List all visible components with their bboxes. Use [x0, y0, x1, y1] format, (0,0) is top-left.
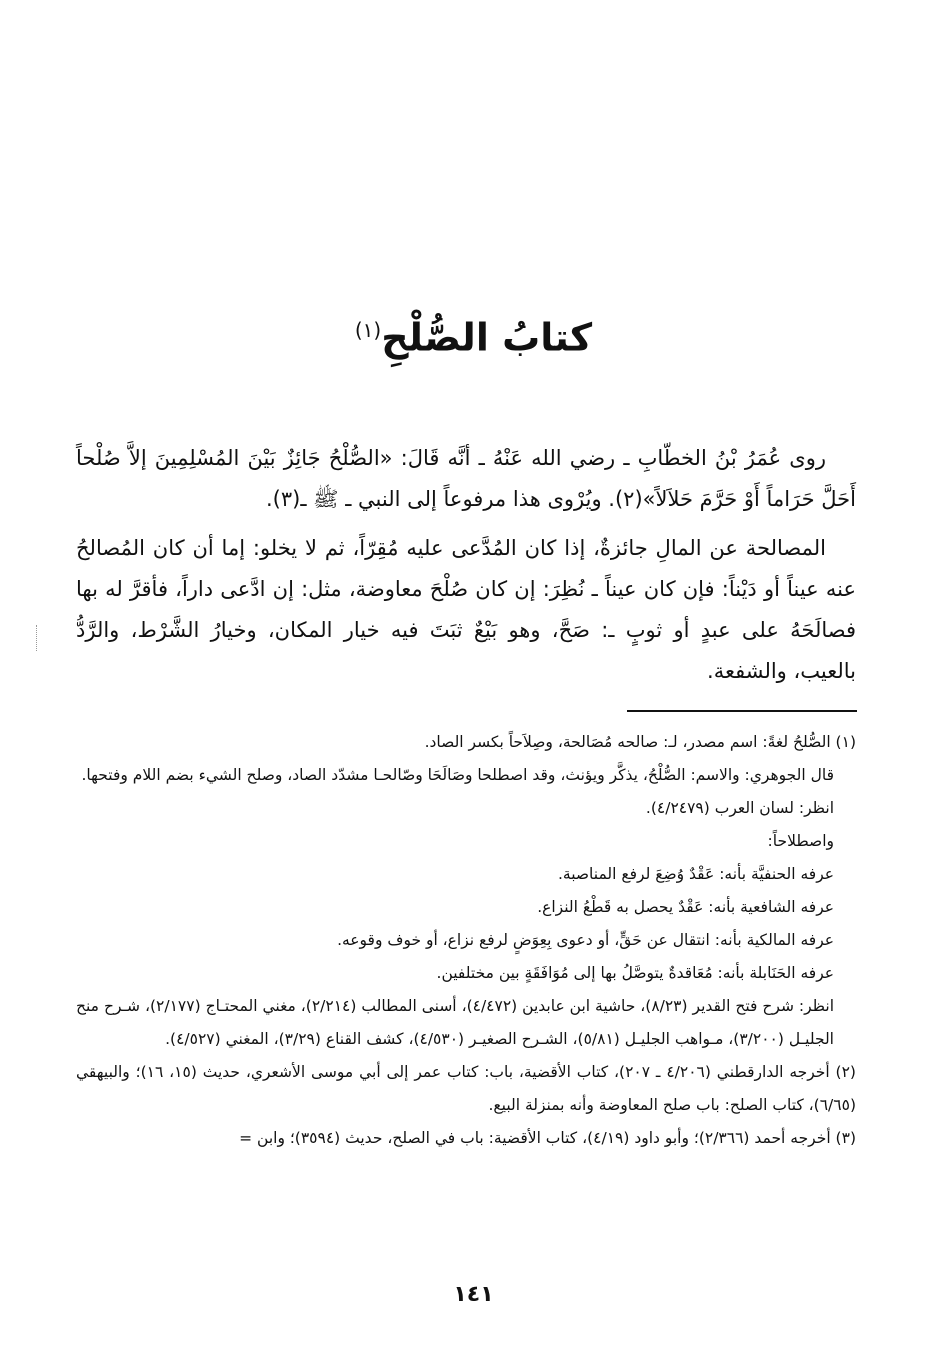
- chapter-title: [0, 300, 947, 368]
- chapter-title-text: كتابُ الصُّلْحِ: [381, 315, 593, 360]
- footnote-separator: [627, 710, 857, 712]
- footnote-line: عرفه الحنفيَّة بأنه: عَقْدٌ وُضِعَ لرفع المناصبة.: [557, 865, 834, 883]
- footnotes: [76, 726, 856, 1155]
- footnote-2: [76, 1056, 856, 1122]
- paragraph: روى عُمَرُ بْنُ الخطّابِ ـ رضي الله عَنْهُ ـ أنَّه قَالَ: «الصُّلْحُ جَائِزٌ بَيْنَ المُسْلِمِينَ إلاَّ صُلْحاً أَحَلَّ حَرَاماً أَوْ حَرَّمَ حَلاَلاً»(٢). ويُرْوى هذا مرفوعاً إلى النبي ـ ﷺ ـ(٣).: [76, 446, 856, 511]
- margin-mark: [36, 625, 38, 651]
- footnote-line: عرفه الحَنَابلة بأنه: مُعَاقدةٌ يتوصَّلُ بها إلى مُوَافَقَةٍ بين مختلفين.: [436, 964, 834, 982]
- page-number: ١٤١: [453, 1282, 494, 1307]
- paragraph: المصالحة عن المالِ جائزةٌ، إذا كان المُدَّعى عليه مُقِرّاً، ثم لا يخلو: إما أن كان المُصالحُ عنه عيناً أو دَيْناً: فإن كان عيناً ـ نُظِرَ: إن كان صُلْحَ معاوضة، مثل: إن ادَّعى داراً، فأقرَّ له بها فصالَحَهُ على عبدٍ أو ثوبٍ ـ: صَحَّ، وهو بَيْعٌ ثبَتَ فيه خيار المكان، وخيارُ الشَّرْط، والرَّدُّ بالعيب، والشفعة.: [76, 536, 856, 683]
- footnote-line: واصطلاحاً:: [767, 832, 834, 850]
- footnote-line: انظر: شرح فتح القدير (٨/٢٣)، حاشية ابن عابدين (٤/٤٧٢)، أسنى المطالب (٢/٢١٤)، مغني المحتـاج (٢/١٧٧)، شـرح منح الجليـل (٣/٢٠٠)، مـواهب الجليـل (٥/٨١)، الشـرح الصغيـر (٤/٥٣٠)، كشف القناع (٣/٢٩)، المغني (٤/٥٢٧).: [76, 997, 835, 1048]
- footnote-lead: (١) الصُّلحُ لغةً: اسم مصدر، لـ: صالحه مُصَالحة، وصِلاَحاً بكسر الصاد.: [424, 733, 856, 751]
- footnote-line: عرفه المالكية بأنه: انتقال عن حَقٍّ، أو دعوى بِعِوَضٍ لرفع نزاع، أو خوف وقوعه.: [337, 931, 834, 949]
- footnote-3: [76, 1122, 856, 1155]
- footnote-line: انظر: لسان العرب (٤/٢٤٧٩).: [645, 799, 834, 817]
- footnote-lead: (٣) أخرجه أحمد (٢/٣٦٦)؛ وأبو داود (٤/١٩)، كتاب الأقضية: باب في الصلح، حديث (٣٥٩٤)؛ وابن =: [239, 1129, 856, 1147]
- footnote-line: عرفه الشافعية بأنه: عَقْدٌ يحصل به قَطْعُ النزاع.: [537, 898, 834, 916]
- footnote-lead: (٢) أخرجه الدارقطني (٤/٢٠٦ ـ ٢٠٧)، كتاب الأقضية، باب: كتاب عمر إلى أبي موسى الأشعري، حديث (١٥، ١٦)؛ والبيهقي (٦/٦٥)، كتاب الصلح: باب صلح المعاوضة وأنه بمنزلة البيع.: [76, 1063, 856, 1114]
- title-footnote-ref: (١): [354, 318, 382, 342]
- main-text: [76, 438, 856, 692]
- footnote-line: قال الجوهري: والاسم: الصُّلْحُ، يذكَّر ويؤنث، وقد اصطلحا وصَالَحَا وصّالحـا مشدّد الصاد، وصلح الشيء بضم اللام وفتحها.: [81, 766, 834, 784]
- footnote-1: [76, 726, 856, 1056]
